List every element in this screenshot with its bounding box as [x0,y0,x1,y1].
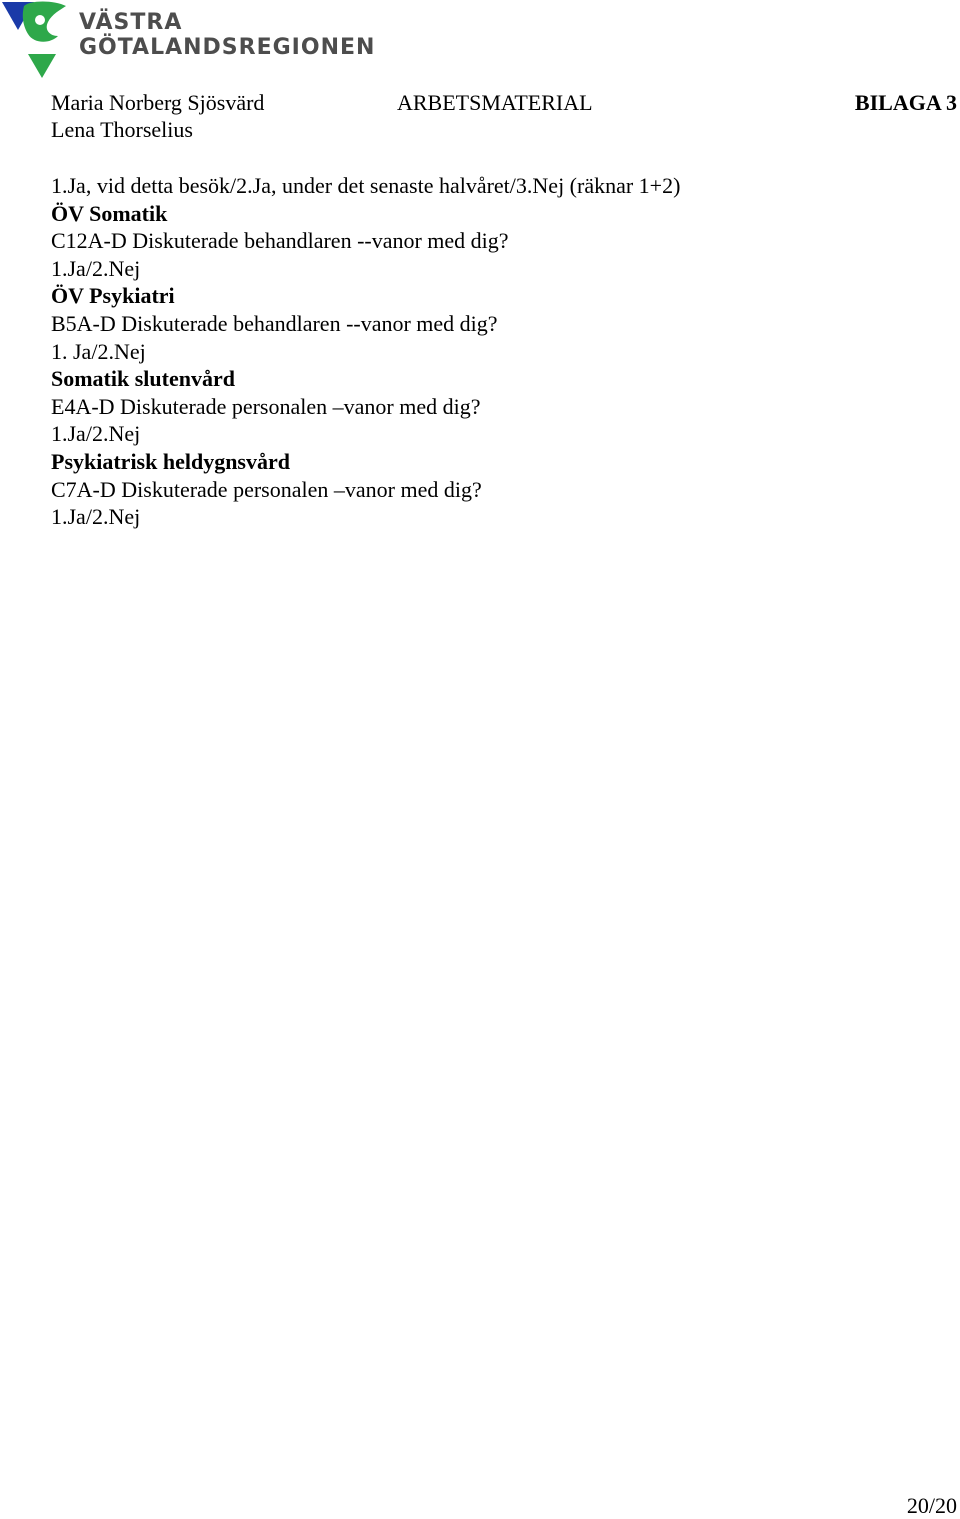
section-heading-psykiatrisk-heldygnsvard: Psykiatrisk heldygnsvård [51,448,290,474]
section-heading-somatik-slutenvard: Somatik slutenvård [51,366,235,392]
question-line: E4A-D Diskuterade personalen –vanor med dig? [51,393,481,419]
logo-text-line2: GÖTALANDSREGIONEN [79,35,376,60]
header-author-2: Lena Thorselius [51,117,193,142]
header-author-1: Maria Norberg Sjösvärd [51,90,265,115]
vgr-logo-emblem [0,0,80,82]
answer-line: 1.Ja/2.Nej [51,504,141,530]
answer-line: 1.Ja/2.Nej [51,255,141,281]
answer-scale-line: 1.Ja, vid detta besök/2.Ja, under det senaste halvåret/3.Nej (räknar 1+2) [51,173,681,198]
question-line: B5A-D Diskuterade behandlaren --vanor med dig? [51,310,498,336]
question-line: C12A-D Diskuterade behandlaren --vanor med dig? [51,228,509,254]
answer-line: 1. Ja/2.Nej [51,338,146,364]
logo-text-line1: VÄSTRA [79,10,183,35]
question-line: C7A-D Diskuterade personalen –vanor med dig? [51,476,482,502]
section-heading-ov-psykiatri: ÖV Psykiatri [51,283,175,309]
document-header [51,90,957,118]
logo-hole [35,15,45,25]
section-heading-ov-somatik: ÖV Somatik [51,200,168,226]
answer-line: 1.Ja/2.Nej [51,421,141,447]
header-label-bilaga: BILAGA 3 [854,90,957,115]
document-body [51,172,931,531]
logo-green-triangle [28,54,56,78]
page-number: 20/20 [906,1493,957,1518]
header-label-arbetsmaterial: ARBETSMATERIAL [397,90,593,115]
vgr-logo [0,0,376,82]
